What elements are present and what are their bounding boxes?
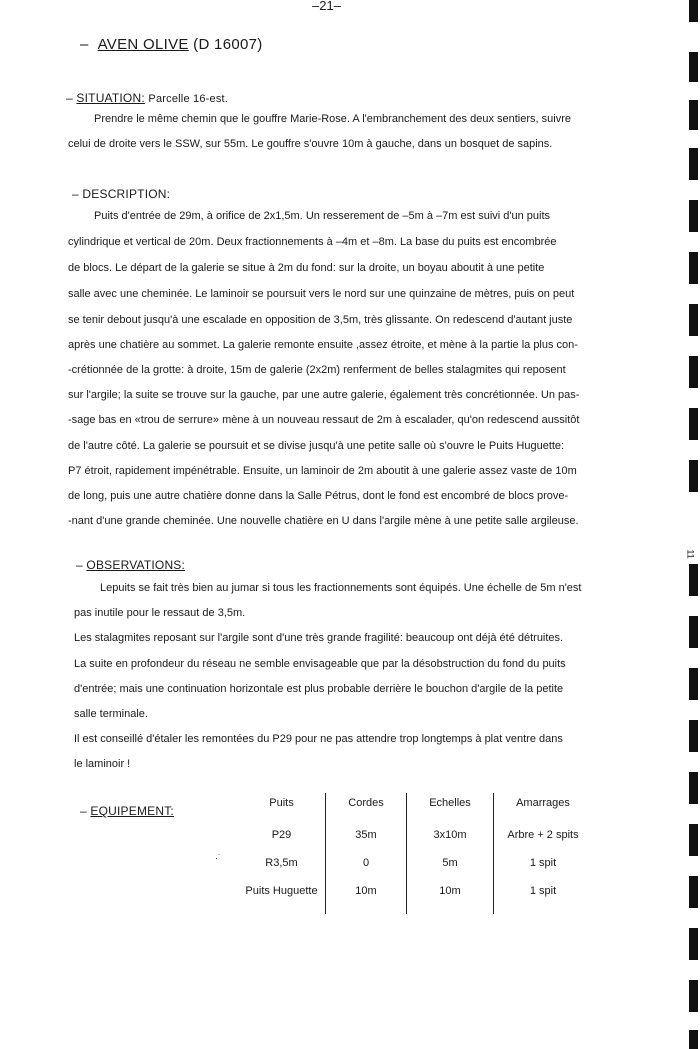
- observations-label: OBSERVATIONS:: [86, 558, 186, 572]
- binding-bar: [689, 100, 698, 130]
- observations-line: La suite en profondeur du réseau ne semble envisageable que par la désobstruction du fond du puits: [74, 658, 566, 670]
- cell-cordes: 10m: [326, 877, 407, 914]
- description-line: Puits d'entrée de 29m, à orifice de 2x1,5m. Un resserement de –5m à –7m est suivi d'un puits: [94, 210, 551, 222]
- binding-bar: [689, 616, 698, 648]
- binding-bar: [689, 408, 698, 440]
- cell-amarrages: 1 spit: [494, 877, 593, 914]
- binding-bar: [689, 564, 698, 596]
- cell-echelles: 3x10m: [407, 821, 494, 849]
- observations-heading: – OBSERVATIONS:: [76, 558, 186, 572]
- description-line: après une chatière au sommet. La galerie remonte ensuite ,assez étroite, et mène à la partie la plus con-: [68, 339, 578, 351]
- description-line: sur l'argile; la suite se trouve sur la gauche, par une autre galerie, également très concrétionnée. Un pas-: [68, 389, 580, 401]
- description-line: -sage bas en «trou de serrure» mène à un nouveau ressaut de 2m à escalader, qu'on redescend aussitôt: [68, 414, 580, 426]
- binding-bar: [689, 460, 698, 492]
- header-echelles: Echelles: [407, 793, 494, 821]
- situation-label: SITUATION:: [76, 91, 145, 105]
- table-row: [238, 877, 592, 914]
- binding-bar: [689, 356, 698, 388]
- equipement-heading: – EQUIPEMENT:: [80, 804, 174, 818]
- table-row: [238, 821, 592, 849]
- description-line: de l'autre côté. La galerie se poursuit et se divise jusqu'à une petite salle où s'ouvre le Puits Huguette:: [68, 440, 565, 452]
- binding-bar: [689, 980, 698, 1012]
- description-line: se tenir debout jusqu'à une escalade en opposition de 3,5m, très glissante. On redescend d'autant juste: [68, 314, 573, 326]
- binding-bar: [689, 824, 698, 856]
- binding-bar: [689, 0, 698, 22]
- description-line: de long, puis une autre chatière donne dans la Salle Pétrus, dont le fond est encombré de blocs prove-: [68, 490, 569, 502]
- binding-bars: [686, 0, 700, 1049]
- situation-line-0: Prendre le même chemin que le gouffre Marie-Rose. A l'embranchement des deux sentiers, suivre: [94, 113, 571, 125]
- cell-puits: Puits Huguette: [245, 885, 318, 897]
- binding-bar: [689, 876, 698, 908]
- observations-line: Lepuits se fait très bien au jumar si tous les fractionnements sont équipés. Une échelle de 5m n'est: [100, 582, 582, 594]
- binding-bar: [689, 252, 698, 284]
- binding-bar: [689, 304, 698, 336]
- cell-puits: R3,5m: [265, 857, 298, 869]
- observations-line: le laminoir !: [74, 758, 131, 770]
- binding-bar: [689, 148, 698, 180]
- title-dash: –: [80, 36, 89, 53]
- cell-echelles: 5m: [407, 849, 494, 877]
- description-heading: – DESCRIPTION:: [72, 187, 171, 201]
- situation-inline: Parcelle 16-est.: [148, 93, 229, 105]
- binding-bar: [689, 720, 698, 752]
- binding-bar: [689, 928, 698, 960]
- cell-cordes: 35m: [326, 821, 407, 849]
- binding-bar: [689, 668, 698, 700]
- description-line: de blocs. Le départ de la galerie se situe à 2m du fond: sur la droite, un boyau aboutit à une petite: [68, 262, 545, 274]
- observations-line: Il est conseillé d'étaler les remontées du P29 pour ne pas attendre trop longtemps à plat ventre dans: [74, 733, 563, 745]
- description-line: cylindrique et vertical de 20m. Deux fractionnements à –4m et –8m. La base du puits est encombrée: [68, 236, 557, 248]
- observations-line: d'entrée; mais une continuation horizontale est plus probable derrière le bouchon d'argile de la petite: [74, 683, 564, 695]
- observations-line: pas inutile pour le ressaut de 3,5m.: [74, 607, 246, 619]
- observations-line: Les stalagmites reposant sur l'argile sont d'une très grande fragilité: beaucoup ont déjà été détruites.: [74, 632, 564, 644]
- description-label: DESCRIPTION:: [82, 187, 171, 201]
- cell-puits: P29: [271, 829, 292, 841]
- header-amarrages: Amarrages: [494, 793, 593, 821]
- title-code: (D 16007): [193, 36, 263, 53]
- side-mark: 11: [685, 549, 696, 559]
- binding-bar: [689, 52, 698, 82]
- page-number: –21–: [312, 0, 341, 13]
- equipement-label: EQUIPEMENT:: [90, 804, 174, 818]
- binding-bar: [689, 772, 698, 804]
- document-title: [80, 36, 263, 53]
- description-line: P7 étroit, rapidement impénétrable. Ensuite, un laminoir de 2m aboutit à une galerie assez vaste de 10m: [68, 465, 577, 477]
- observations-line: salle terminale.: [74, 708, 148, 720]
- header-cordes: Cordes: [326, 793, 407, 821]
- header-puits: Puits: [269, 797, 294, 809]
- situation-heading: – SITUATION: Parcelle 16-est.: [66, 91, 229, 105]
- cell-amarrages: 1 spit: [494, 849, 593, 877]
- situation-line-1: celui de droite vers le SSW, sur 55m. Le gouffre s'ouvre 10m à gauche, dans un bosquet de sapins.: [68, 138, 553, 150]
- binding-bar: [689, 1030, 698, 1049]
- title-name: AVEN OLIVE: [97, 36, 189, 53]
- cell-echelles: 10m: [407, 877, 494, 914]
- cell-cordes: 0: [326, 849, 407, 877]
- cell-amarrages: Arbre + 2 spits: [494, 821, 593, 849]
- equipment-table: [238, 793, 592, 914]
- equipment-table-header: [238, 793, 592, 821]
- stray-marks: ·˙: [215, 853, 221, 863]
- description-line: -crétionnée de la grotte: à droite, 15m de galerie (2x2m) renferment de belles stalagmites qui reposent: [68, 364, 566, 376]
- binding-bar: [689, 200, 698, 232]
- description-line: salle avec une cheminée. Le laminoir se poursuit vers le nord sur une quinzaine de mètres, puis on peut: [68, 288, 575, 300]
- description-line: -nant d'une grande cheminée. Une nouvelle chatière en U dans l'argile mène à une petite salle argileuse.: [68, 515, 579, 527]
- table-row: [238, 849, 592, 877]
